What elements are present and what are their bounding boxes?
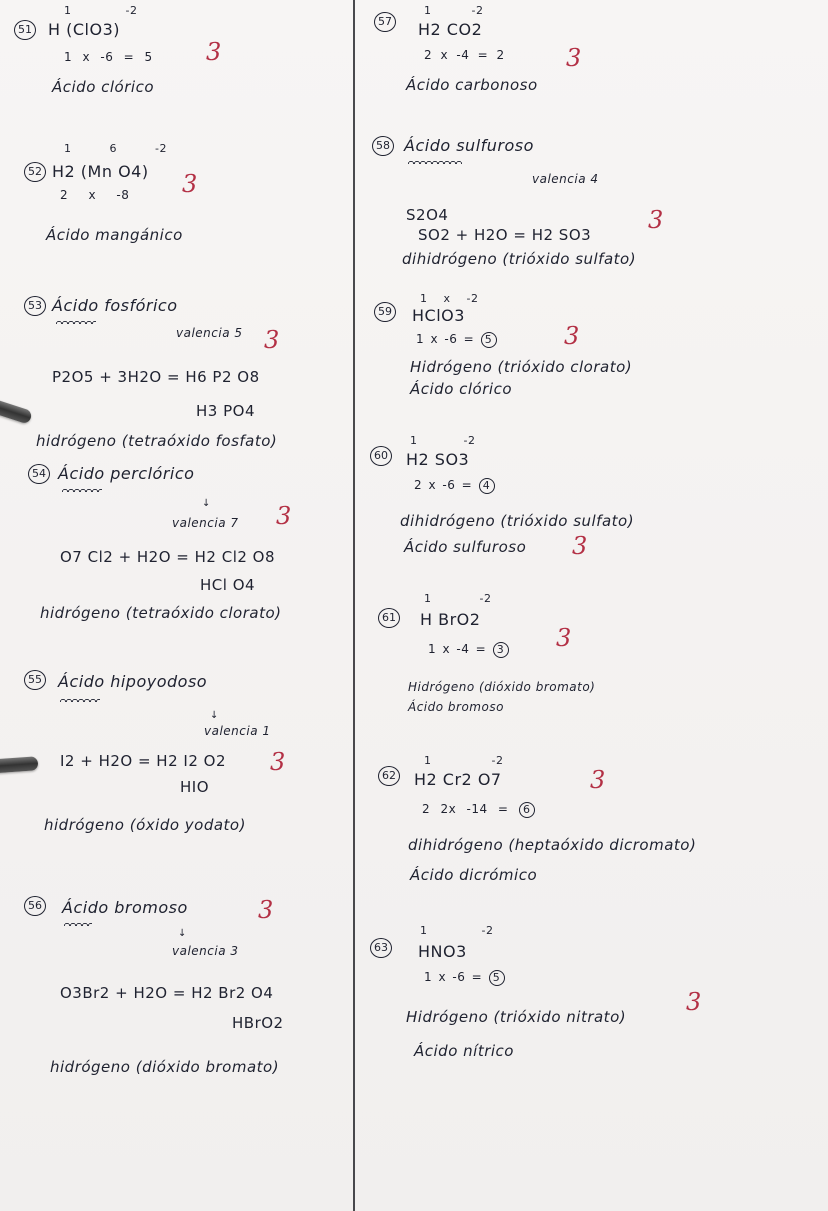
systematic-name: Hidrógeno (trióxido nitrato) bbox=[406, 1008, 627, 1026]
valence-note: valencia 3 bbox=[172, 944, 239, 958]
valence-note: valencia 4 bbox=[532, 172, 599, 186]
reaction-equation: I2 + H2O = H2 I2 O2 bbox=[60, 752, 226, 770]
compound-name: Ácido carbonoso bbox=[406, 76, 538, 94]
acid-title: Ácido fosfórico bbox=[52, 296, 178, 315]
oxidation-states: 1 -2 bbox=[410, 434, 476, 447]
oxidation-states: 1 -2 bbox=[424, 592, 492, 605]
underline-wavy bbox=[60, 696, 100, 702]
exercise-number: 52 bbox=[24, 162, 46, 182]
compound-name: dihidrógeno (trióxido sulfato) bbox=[402, 250, 637, 268]
grade-mark: 3 bbox=[648, 206, 664, 234]
circled-valence: 5 bbox=[481, 332, 497, 348]
arrow-down-icon: ↓ bbox=[178, 928, 187, 939]
circled-valence: 6 bbox=[519, 802, 535, 818]
oxidation-states: 1 -2 bbox=[424, 4, 484, 17]
grade-mark: 3 bbox=[566, 44, 582, 72]
formula: H2 (Mn O4) bbox=[52, 162, 149, 181]
grade-mark: 3 bbox=[182, 170, 198, 198]
oxidation-calculation: 2 x -6 = 4 bbox=[414, 478, 495, 494]
compound-name: Ácido nítrico bbox=[414, 1042, 514, 1060]
formula: H2 CO2 bbox=[418, 20, 483, 39]
compound-name: Ácido bromoso bbox=[408, 700, 504, 714]
systematic-name: dihidrógeno (heptaóxido dicromato) bbox=[408, 836, 697, 854]
acid-formula: H3 PO4 bbox=[196, 402, 255, 420]
compound-name: Ácido dicrómico bbox=[410, 866, 538, 884]
compound-name: Ácido sulfuroso bbox=[404, 538, 527, 556]
arrow-down-icon: ↓ bbox=[210, 710, 219, 721]
column-divider bbox=[353, 0, 355, 1211]
formula: HNO3 bbox=[418, 942, 467, 961]
oxidation-calculation: 2 x -8 bbox=[60, 188, 130, 202]
exercise-number: 59 bbox=[374, 302, 396, 322]
compound-name: Ácido clórico bbox=[410, 380, 512, 398]
arrow-down-icon: ↓ bbox=[202, 498, 211, 509]
circled-valence: 5 bbox=[489, 970, 505, 986]
grade-mark: 3 bbox=[686, 988, 702, 1016]
valence-note: valencia 5 bbox=[176, 326, 243, 340]
oxidation-states: 1 x -2 bbox=[420, 292, 479, 305]
oxidation-states: 1 -2 bbox=[424, 754, 504, 767]
grade-mark: 3 bbox=[258, 896, 274, 924]
oxidation-calculation: 1 x -6 = 5 bbox=[416, 332, 497, 348]
oxide-formula: S2O4 bbox=[406, 206, 449, 224]
exercise-number: 57 bbox=[374, 12, 396, 32]
exercise-number: 51 bbox=[14, 20, 36, 40]
systematic-name: Hidrógeno (trióxido clorato) bbox=[410, 358, 633, 376]
formula: H2 SO3 bbox=[406, 450, 470, 469]
oxidation-calculation: 2 2x -14 = 6 bbox=[422, 802, 535, 818]
exercise-number: 60 bbox=[370, 446, 392, 466]
systematic-name: Hidrógeno (dióxido bromato) bbox=[408, 680, 596, 694]
oxidation-states: 1 -2 bbox=[64, 4, 138, 17]
exercise-number: 61 bbox=[378, 608, 400, 628]
formula: H BrO2 bbox=[420, 610, 481, 629]
acid-title: Ácido perclórico bbox=[58, 464, 195, 483]
underline-wavy bbox=[64, 920, 92, 926]
reaction-equation: P2O5 + 3H2O = H6 P2 O8 bbox=[52, 368, 260, 386]
formula: HClO3 bbox=[412, 306, 465, 325]
circled-valence: 3 bbox=[493, 642, 509, 658]
exercise-number: 54 bbox=[28, 464, 50, 484]
exercise-number: 53 bbox=[24, 296, 46, 316]
underline-wavy bbox=[408, 158, 462, 164]
valence-note: valencia 1 bbox=[204, 724, 271, 738]
acid-formula: HCl O4 bbox=[200, 576, 256, 594]
exercise-number: 55 bbox=[24, 670, 46, 690]
systematic-name: dihidrógeno (trióxido sulfato) bbox=[400, 512, 635, 530]
grade-mark: 3 bbox=[206, 38, 222, 66]
oxidation-states: 1 -2 bbox=[420, 924, 494, 937]
reaction-equation: SO2 + H2O = H2 SO3 bbox=[418, 226, 592, 244]
oxidation-calculation: 1 x -4 = 3 bbox=[428, 642, 509, 658]
grade-mark: 3 bbox=[264, 326, 280, 354]
formula: H (ClO3) bbox=[48, 20, 120, 39]
compound-name: Ácido mangánico bbox=[46, 226, 183, 244]
valence-note: valencia 7 bbox=[172, 516, 239, 530]
acid-formula: HIO bbox=[180, 778, 210, 796]
grade-mark: 3 bbox=[590, 766, 606, 794]
underline-wavy bbox=[56, 318, 96, 324]
compound-name: hidrógeno (tetraóxido fosfato) bbox=[36, 432, 278, 450]
acid-title: Ácido hipoyodoso bbox=[58, 672, 208, 691]
reaction-equation: O3Br2 + H2O = H2 Br2 O4 bbox=[60, 984, 274, 1002]
underline-wavy bbox=[62, 486, 102, 492]
acid-title: Ácido sulfuroso bbox=[404, 136, 534, 155]
formula: H2 Cr2 O7 bbox=[414, 770, 502, 789]
exercise-number: 56 bbox=[24, 896, 46, 916]
compound-name: Ácido clórico bbox=[52, 78, 154, 96]
grade-mark: 3 bbox=[564, 322, 580, 350]
acid-formula: HBrO2 bbox=[232, 1014, 284, 1032]
oxidation-calculation: 1 x -6 = 5 bbox=[64, 50, 153, 64]
acid-title: Ácido bromoso bbox=[62, 898, 188, 917]
grade-mark: 3 bbox=[270, 748, 286, 776]
compound-name: hidrógeno (óxido yodato) bbox=[44, 816, 246, 834]
grade-mark: 3 bbox=[276, 502, 292, 530]
grade-mark: 3 bbox=[572, 532, 588, 560]
reaction-equation: O7 Cl2 + H2O = H2 Cl2 O8 bbox=[60, 548, 276, 566]
grade-mark: 3 bbox=[556, 624, 572, 652]
circled-valence: 4 bbox=[479, 478, 495, 494]
exercise-number: 63 bbox=[370, 938, 392, 958]
exercise-number: 62 bbox=[378, 766, 400, 786]
oxidation-calculation: 2 x -4 = 2 bbox=[424, 48, 505, 62]
exercise-number: 58 bbox=[372, 136, 394, 156]
compound-name: hidrógeno (dióxido bromato) bbox=[50, 1058, 280, 1076]
compound-name: hidrógeno (tetraóxido clorato) bbox=[40, 604, 282, 622]
oxidation-calculation: 1 x -6 = 5 bbox=[424, 970, 505, 986]
oxidation-states: 1 6 -2 bbox=[64, 142, 167, 155]
